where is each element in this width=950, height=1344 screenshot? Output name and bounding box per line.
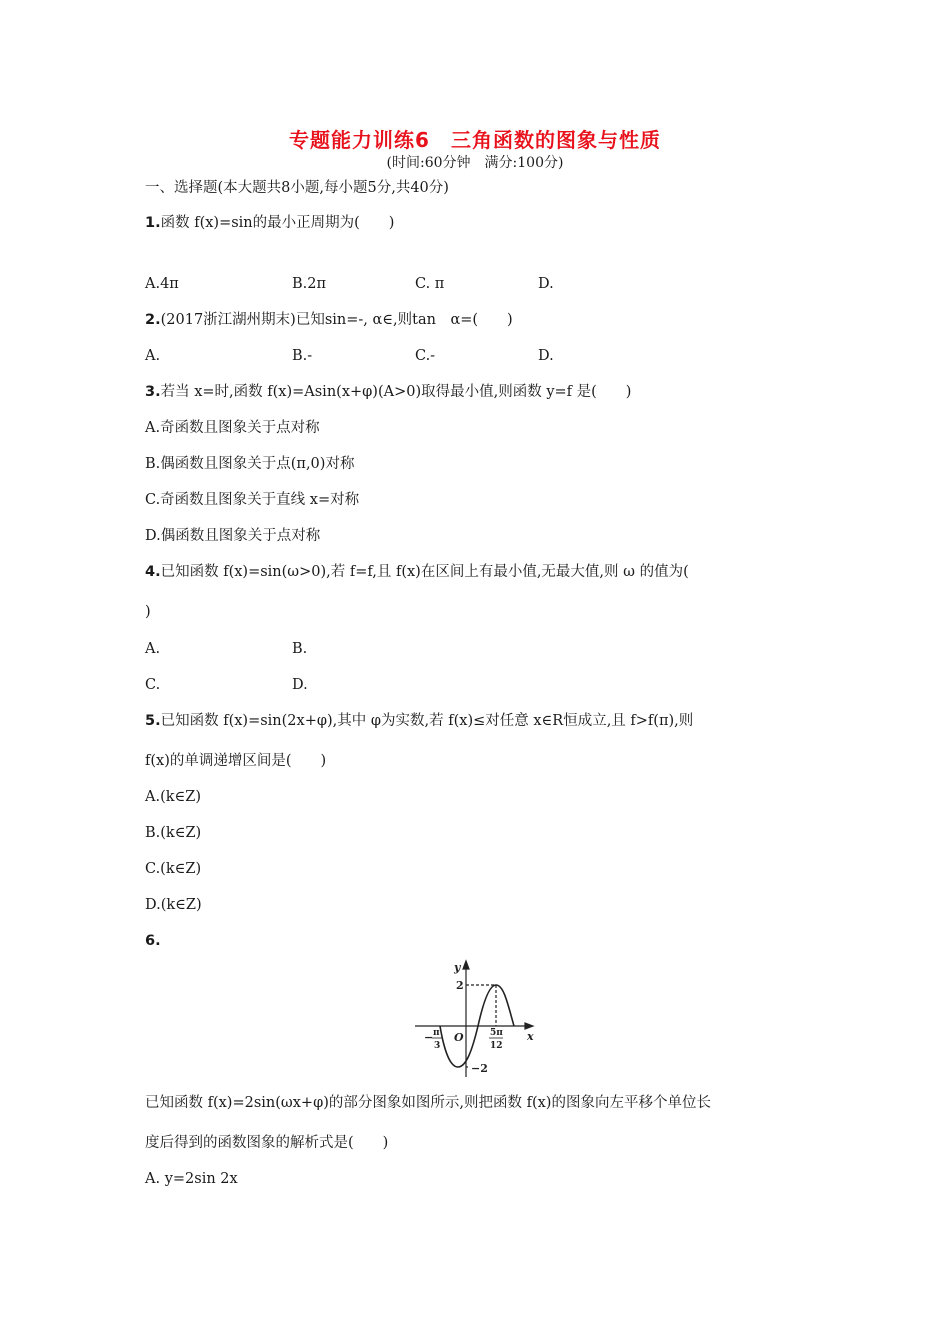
x-left-denominator: 3	[434, 1041, 441, 1051]
question-6-text: 已知函数 f(x)=2sin(ωx+φ)的部分图象如图所示,则把函数 f(x)的图象向左平移个单位长	[145, 1095, 711, 1111]
page-title: 专题能力训练6 三角函数的图象与性质	[289, 128, 661, 152]
q3-option-a[interactable]: A.奇函数且图象关于点对称	[145, 420, 320, 436]
question-text: 若当 x=时,函数 f(x)=Asin(x+φ)(A>0)取得最小值,则函数 y=f 是( )	[160, 384, 632, 400]
y-min-label: −2	[471, 1062, 488, 1075]
question-number: 3.	[145, 384, 161, 400]
question-2	[145, 310, 513, 330]
y-max-label: 2	[456, 979, 464, 992]
q1-option-a[interactable]: A.4π	[145, 276, 179, 292]
x-right-numerator: 5π	[490, 1028, 503, 1038]
question-5	[145, 711, 693, 731]
q4-option-a[interactable]: A.	[145, 641, 161, 657]
page-subtitle: (时间:60分钟 满分:100分)	[386, 155, 564, 171]
section-heading: 一、选择题(本大题共8小题,每小题5分,共40分)	[145, 180, 449, 196]
question-6	[145, 931, 161, 951]
q5-option-d[interactable]: D.(k∈Z)	[145, 897, 202, 913]
question-number: 1.	[145, 215, 161, 231]
question-3	[145, 382, 631, 402]
q4-option-b[interactable]: B.	[292, 641, 308, 657]
question-4-continued: )	[145, 604, 151, 620]
q1-option-c[interactable]: C. π	[415, 276, 445, 292]
q2-option-a[interactable]: A.	[145, 348, 161, 364]
x-left-sign: −	[424, 1031, 434, 1044]
q6-option-a[interactable]: A. y=2sin 2x	[145, 1171, 238, 1187]
q4-option-c[interactable]: C.	[145, 677, 161, 693]
x-axis-arrow-icon	[525, 1023, 533, 1029]
question-text: 已知函数 f(x)=sin(ω>0),若 f=f,且 f(x)在区间上有最小值,无最大值,则 ω 的值为(	[160, 564, 689, 580]
question-text: 已知函数 f(x)=sin(2x+φ),其中 φ为实数,若 f(x)≤对任意 x∈R恒成立,且 f>f(π),则	[160, 713, 694, 729]
question-number: 2.	[145, 312, 161, 328]
q4-option-d[interactable]: D.	[292, 677, 308, 693]
question-number: 4.	[145, 564, 161, 580]
x-axis-label: x	[527, 1030, 534, 1043]
y-axis-label: y	[454, 961, 461, 974]
question-number: 5.	[145, 713, 161, 729]
question-1	[145, 213, 394, 233]
q2-option-d[interactable]: D.	[538, 348, 554, 364]
question-5-continued: f(x)的单调递增区间是( )	[145, 753, 327, 769]
x-left-numerator: π	[433, 1028, 440, 1038]
q1-option-d[interactable]: D.	[538, 276, 554, 292]
q3-option-d[interactable]: D.偶函数且图象关于点对称	[145, 528, 321, 544]
sine-graph-figure	[410, 955, 545, 1080]
question-number: 6.	[145, 933, 161, 949]
question-6-continued: 度后得到的函数图象的解析式是( )	[145, 1135, 389, 1151]
origin-label: O	[454, 1031, 464, 1044]
question-4	[145, 562, 689, 582]
y-axis-arrow-icon	[463, 961, 469, 969]
q3-option-b[interactable]: B.偶函数且图象关于点(π,0)对称	[145, 456, 355, 472]
q5-option-c[interactable]: C.(k∈Z)	[145, 861, 202, 877]
q1-option-b[interactable]: B.2π	[292, 276, 327, 292]
x-right-denominator: 12	[490, 1041, 503, 1051]
question-text: 函数 f(x)=sin的最小正周期为( )	[160, 215, 395, 231]
question-text: (2017浙江湖州期末)已知sin=-, α∈,则tan α=( )	[160, 312, 513, 328]
q2-option-b[interactable]: B.-	[292, 348, 313, 364]
q5-option-a[interactable]: A.(k∈Z)	[145, 789, 201, 805]
q3-option-c[interactable]: C.奇函数且图象关于直线 x=对称	[145, 492, 360, 508]
q5-option-b[interactable]: B.(k∈Z)	[145, 825, 202, 841]
q2-option-c[interactable]: C.-	[415, 348, 436, 364]
